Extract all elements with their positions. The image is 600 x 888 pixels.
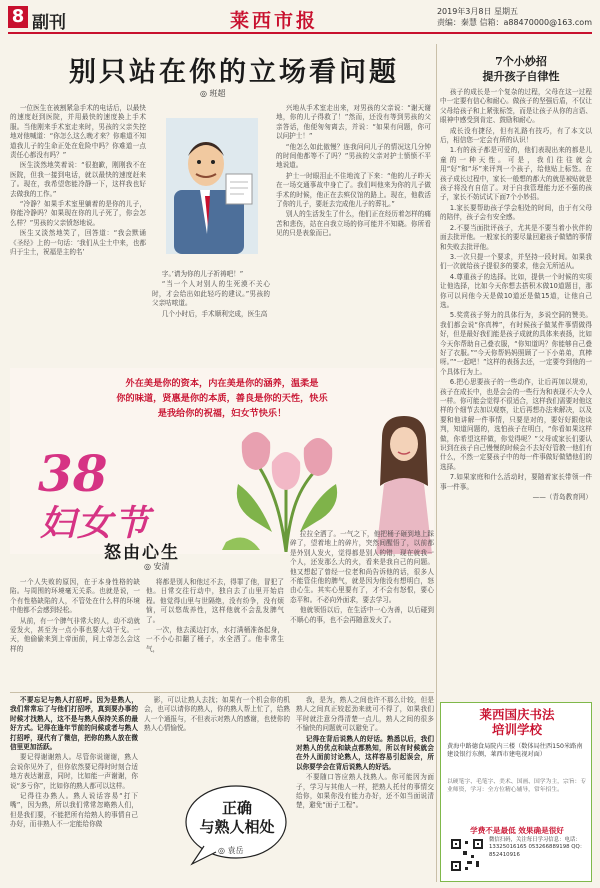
page-header — [8, 6, 592, 34]
source-credit: ——（青岛教育网） — [532, 493, 592, 502]
article3-column3 — [296, 696, 434, 882]
article1-author: ◎ 班超 — [200, 89, 226, 98]
ad-address: 黄海中路德食局院内三楼（数体局往西150米路南建设银行东侧，莱西市建电视对面） — [447, 743, 583, 759]
paragraph: 他就领悟以后，在生活中一心为善，以后碰到不顺心的事，也不会再随意发火了。 — [290, 606, 434, 624]
sidebar-text — [440, 88, 592, 700]
paragraph: 护士一时眼泪止不住地流了下来：“他的儿子昨天在一场交通事故中身亡了。我们叫他来为你的儿子做手术的时候，他正在去殡仪馆的路上。现在，他救活了你的儿子，要赶去完成他儿子的葬礼。” — [276, 171, 431, 209]
paragraph: 4.尊重孩子的选择。比如，提供一个时候的实项让他选择，比如今天你想去搭积木做10道题目，那你可以问他今天是做10道还是做15道，让他自己选。 — [440, 272, 592, 309]
article1-title: 别只站在你的立场看问题 — [69, 57, 399, 88]
article3-column1 — [10, 696, 138, 882]
section-divider — [10, 692, 434, 693]
paragraph: 一位医生在被割紧急手术的电话后，以最快的速度赶到医院，并用最快的速度换上手术服。当他刚来手术室走来时，男孩的父亲失控地对他喊道：“你怎么这么晚才来？你难道不知道我儿子的生命正处在危险中吗？你难道一点责任心都没有吗？” — [10, 104, 146, 160]
ad-title: 莱西国庆书法 培训学校 — [479, 707, 555, 737]
article1-column1 — [10, 104, 146, 364]
paragraph: 字。’请为你的儿子祈祷吧！” — [161, 270, 244, 278]
paragraph: 一次，他去溪边打水，水打满桶准备起身，一不小心扣翻了桶子，水全洒了。他非常生气， — [146, 626, 284, 653]
newspaper-name: 莱西市报 — [230, 10, 319, 32]
article2-column3 — [290, 530, 434, 688]
article3-column1b — [144, 696, 290, 770]
paragraph: “当一个人对别人的生死漠不关心时，才会给出如此轻巧的建议。”男孩的父亲咕哝道。 — [152, 280, 270, 308]
article1-column3 — [276, 104, 431, 364]
sidebar-title: 7个小妙招 提升孩子自律性 — [482, 55, 560, 83]
article2-column2 — [146, 578, 284, 688]
paragraph: “他怎么如此傲慢？连我问问儿子的情况这几分钟的时间他都等不了吗？”男孩的父亲对护士愤愤不平地说道。 — [276, 142, 431, 170]
paragraph: 我，是为，熟人之间也许不那么计较，但是熟人之间真正较起劲来就可不得了，如果我们平时就注意分得清楚一点儿，熟人之间的很多不愉快的问题就可以避免了。 — [296, 696, 434, 733]
paragraph: 2.不要当面批评孩子，尤其是不要当着小伙伴的面去批评他。一般家长的要尽量回避孩子做错的事情和失败去批评他。 — [440, 223, 592, 251]
greeting-line: 外在美是你的资本，内在美是你的涵养，温柔是 — [125, 378, 319, 389]
paragraph: 5.奖赏孩子努力的具体行为，多说空洞的赞美。我们都会说“你真棒”，有时候孩子做某件事情做得好，但是最好我们能是孩子成就的具体来表扬，比如今天你帮助自己叠衣服，“你知道吗？你能够自己叠好了衣服。”“今天你帮妈妈照顾了一下小弟弟，真棒呀。”“一起吧！”这样的表扬去还，一定要夸到他的一个具体行为上。 — [440, 311, 592, 376]
paragraph: 1.有的孩子都是可爱的，他们表现出来的都是儿童的一种天性。可是，我们往往就会用“好”和“坏”来评判一个孩子，给他贴上标签。在孩子成长过程中，家长一般想的都大的就是被贴就是孩子将没有自信了。对于自我管理能力还不强的孩子，家长不妨试试下面7个小妙招。 — [440, 146, 592, 202]
paragraph: 兴地从手术室走出来，对男孩的父亲说：“谢天谢地，你的儿子得救了！”然而，还没有等到男孩的父亲答话，他便匆匆离去，并说：“如果有问题，你可以问护士！” — [276, 104, 431, 141]
paragraph: 不要忘记与熟人打招呼。因为是熟人，我们常常忘了与他们打招呼，真到要办事的时候才找熟人，这不是与熟人保持关系的最好方式。记得在逢年节前的问候或者与熟人打招呼，现代有了微信，把你的熟人放在微信里更加活跃。 — [10, 696, 138, 752]
paragraph: 拉拉全洒了。一气之下，他把桶子砸到地上踩碎了，望着地上的碎片，突然间醒悟了，以前都是外别人发火，觉得都是别人的错，现在就我一个人，还发那么大的火，看来是我自己的问题。他又想起了曾经一位老和尚告诉他的话，很多人不能管住他的脾气，就是因为他没有想明白，怒由心生。其实心里要有了，才不会有怒恨，要心态平和。不必向外面求，要去学习。 — [290, 530, 434, 604]
banner-big-text: 妇女节 — [40, 503, 152, 544]
businessman-illustration — [160, 116, 266, 260]
paragraph: 不要随口答应熟人找熟人。你可能因为面子，学习与其他人一样，把熟人托付的事情交给你，如果你没有能力办好，还不如当面说清楚，避免“面子工程”。 — [296, 773, 434, 810]
paragraph: 将都是别人和他过不去，得罪了他，冒犯了他。日常交往行动中，独自去了山里开始启程。他觉得山里与世隔绝，没有纷争，没有烦恼，可以悠哉养性，这样他就不会乱发脾气了。 — [146, 578, 284, 624]
qr-code-icon — [449, 837, 485, 873]
paragraph: 记得往办熟人。熟人说话容易“打下嘴”，因为熟，所以我们常常忽略熟人们，但是我们要，不能把所有给熟人的事情自己办好，而非熟人不一定能给你做 — [10, 792, 138, 829]
paragraph: 1.家长要帮助孩子学会相处的时间，由于有父母的陪伴，孩子会有安全感。 — [440, 203, 592, 222]
womens-day-banner — [10, 368, 434, 554]
header-meta — [437, 6, 592, 28]
paragraph: 成长没有捷径，但有礼路有技巧，有了本文以后，相信您一定会有所的认识！ — [440, 126, 592, 145]
article1-column2 — [152, 270, 270, 364]
paragraph: 记得在背后说熟人的好话。熟悉以后，我们对熟人的优点和缺点都熟知，所以有时候就会在外人面前讨论熟人，这样容易引起误会，所以你要学会在背后说熟人的好话。 — [296, 734, 434, 771]
article2-title: 怒由心生 — [104, 543, 180, 563]
calligraphy-school-ad — [440, 702, 592, 882]
paragraph: 影，可以让熟人去找；如果有一个机会你的机会，也可以请你的熟人，你的熟人帮上忙了，给熟人一个通报与，不但表示对熟人的感谢，也使你的熟人心情愉悦。 — [144, 696, 290, 733]
article3-title: 正确 与熟人相处 — [199, 799, 275, 836]
paragraph: 7.如果家庭和什么活动时，要随着家长带领一件事一件事。 — [440, 473, 592, 491]
paragraph: 从前，有一个脾气非常大的人，动不动就爱发火，甚至为一点小事也要大动干戈。一天，他偷偷来到上帝面前，问上帝怎么会这样的 — [10, 616, 140, 653]
paragraph: 一个人失败的原因，在于本身性格的缺陷。与周围的环境毫无关系。也就是说，一个有性格缺陷的人，不管处在什么样的环境中他都不会感到轻松。 — [10, 578, 140, 615]
page-number: 8 — [8, 6, 28, 28]
paragraph: 3.一次只提一个要求，并坚持一段时间。如果我们一次就给孩子提很多的要求，他会无所适从。 — [440, 252, 592, 271]
ad-contact: 微信扫码，关注每日学习信息：电话：13325016165 053266889198 QQ：852410916 — [489, 837, 586, 858]
paragraph: 医生淡然地笑着说：“很抱歉，刚刚我不在医院，但我一接到电话，就以最快的速度赶来了。现在，我希望您能冷静一下，这样我也好去做我的工作。” — [10, 161, 146, 198]
paragraph: 医生又淡然地笑了，回答道：“我会默诵《圣经》上的一句话：‘我们从尘土中来，也都归于尘土，祝福是主的名’ — [10, 229, 146, 257]
paragraph: 孩子的成长是一个复杂的过程，父母在这一过程中一定要有信心和耐心。做孩子的坚强后盾，不仅让父母给孩子和上紧张标签，而是让孩子从你的言语、眼神中感受到肯定、鼓励和耐心。 — [440, 88, 592, 125]
paragraph: 6.把心思要孩子的一些动作，让后再加以规劝，孩子在成长中，也是会会的一些行为和表现不大令人一样。你可能会觉得不很适合，这样我们需要对他这样的个细节去加以观察，让后再想办法来解决，以及要和他讲解一件事情，只要是对的，要好好跟他谈判，知道问题的，选怕孩子在明白，“你看如果这样做，你希望这样做，你觉得呢？”父母或家长们要认识到在孩子自己慢慢的时候会不去好好管教一他们有什么，不然一定要孩子中的每一件事做好做错他们的选择。 — [440, 378, 592, 471]
editor-info: 责编：秦慧 信箱：a88470000@163.com — [436, 18, 592, 27]
article2-author: ◎ 安清 — [144, 562, 170, 571]
paragraph: “冷静？如果手术室里躺着的是你的儿子，你能冷静吗？如果现在你的儿子死了，你会怎么样？”男孩的父亲愤怒地说。 — [10, 200, 146, 227]
paragraph: 要记得谢谢熟人。尽管你说谢谢，熟人会说你见外了，但你依然要记得时时刻合适地方表达谢意，同时，比如能一声谢谢，你说“多亏你”，比如你的熟人都可以这样。 — [10, 753, 138, 790]
banner-big-number: 38 — [38, 444, 108, 503]
paragraph: 别人的生活发生了什么，他们正在经历着怎样的痛苦和悲伤，站在自我立场的你可能并不知晓。你所看见的只是表象而已。 — [276, 210, 431, 238]
section-title: 副刊 — [32, 13, 66, 33]
issue-date: 2019年3月8日 星期五 — [436, 7, 519, 16]
ad-description: 以硬笔字、毛笔字、美术、国画、国学为主，宗旨：专业师资，学习：全方位精心辅导，常年招生。 — [447, 779, 587, 793]
article2-column1 — [10, 578, 140, 688]
article3-author: ◎ 袁岳 — [218, 846, 244, 855]
greeting-line: 是我给你的祝福，妇女节快乐！ — [157, 408, 287, 419]
ad-slogan: 学费不是最低 效果确是很好 — [470, 826, 564, 835]
paragraph: 几个小时后，手术顺利完成，医生高 — [161, 309, 268, 318]
greeting-line: 你的味道，贤惠是你的本质，善良是你的天性，快乐 — [116, 393, 328, 404]
